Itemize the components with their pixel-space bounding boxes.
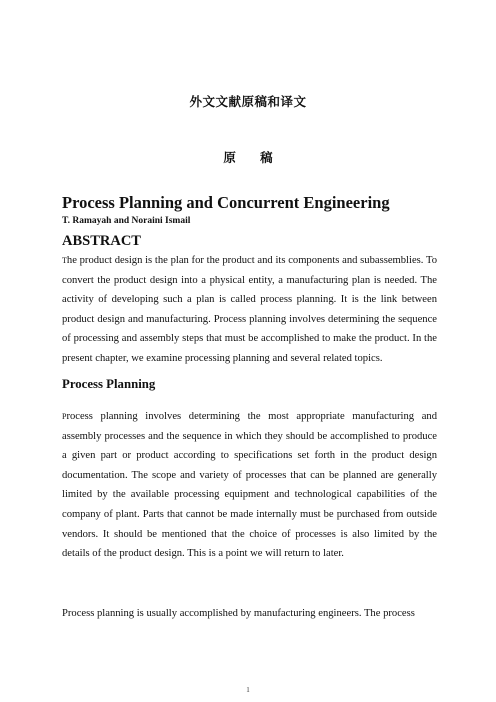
section-paragraph-1: Process planning involves determining the most appropriate manufacturing and assembly processes and the sequence in which they should be accomplished to produce a given part or product according to specifications set forth in the product design documentation. The scope and variety of processes that can be planned are generally limited by the available processing equipment and technological capabilities of the company of plant. Parts that cannot be made internally must be purchased from outside vendors. It should be mentioned that the choice of processes is also limited by the details of the product design. This is a point we will return to later. — [62, 411, 437, 560]
abstract-paragraph: The product design is the plan for the product and its components and subassemblies. To convert the product design into a physical entity, a manufacturing plan is needed. The activity of developing such a plan is called process planning. It is the link between product design and manufacturing. Process planning involves determining the sequence of processing and assembly steps that must be accomplished to make the product. In the present chapter, we examine processing planning and several related topics. — [62, 255, 437, 364]
abstract-heading: ABSTRACT — [62, 233, 141, 249]
chinese-heading: 外文文献原稿和译文 — [189, 94, 307, 109]
original-text-heading: 原 稿 — [223, 150, 283, 165]
section-paragraph-2: Process planning is usually accomplished by manufacturing engineers. The process — [62, 608, 415, 619]
page-number: 1 — [246, 686, 250, 694]
paper-title: Process Planning and Concurrent Engineering — [62, 193, 390, 212]
paper-authors: T. Ramayah and Noraini Ismail — [62, 216, 191, 226]
section-heading: Process Planning — [62, 377, 156, 391]
